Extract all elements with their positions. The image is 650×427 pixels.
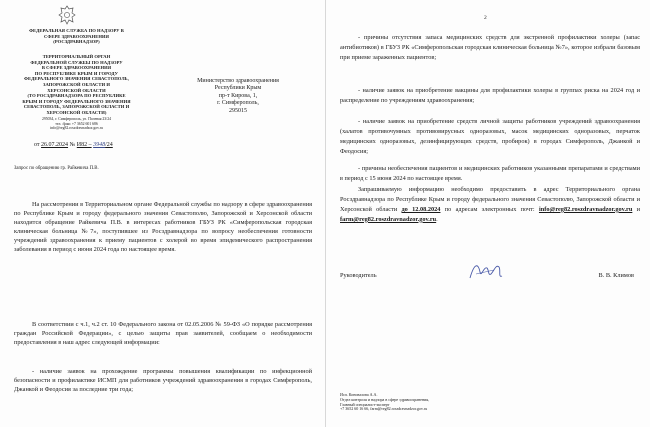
- handwritten-signature: [466, 258, 506, 284]
- bullet-shortage: - причины необеспечения пациентов и медицинских работников указанными препаратами и средствами в период с 15 июня 2024 по настоящее время.: [340, 165, 640, 182]
- addressee-line: Министерство здравоохранения: [197, 78, 279, 84]
- body-paragraph-1: На рассмотрении в Территориальном органе Федеральной службы по надзору в сфере здравоохранения по Республике Крым и городу федерального значения Севастополю, Запорожской и Херсонской области находится обращение Райкевича П.В. в интересах работников ГБУЗ РК «Симферопольская городская клиническая больница №7», поступившее из Росздравнадзора по вопросу необеспечения готовности учреждений здравоохранения к приему пациентов с холерой во время эпидемического распространения заболевания в период с июня 2024 года по настоящее время.: [14, 201, 312, 254]
- sender-address: [14, 117, 139, 131]
- addressee-line: пр-т Кирова, 1,: [218, 92, 258, 99]
- executor-name: Исп. Коновалова А.А.: [340, 392, 378, 397]
- agency-line: ФЕДЕРАЛЬНАЯ СЛУЖБА ПО НАДЗОРУ В: [29, 28, 124, 33]
- territorial-line: (ТО РОСЗДРАВНАДЗОРА ПО РЕСПУБЛИКЕ: [27, 93, 126, 99]
- page-number: 2: [484, 15, 487, 21]
- agency-line: (РОСЗДРАВНАДЗОР): [53, 39, 100, 45]
- request-paragraph: [340, 185, 640, 225]
- addressee-line: 295015: [229, 107, 247, 114]
- bullet-vaccine: - наличие заявок на приобретение вакцины для профилактики холеры в группах риска на 2024 год и распределение по учреждениям здравоохранения;: [340, 87, 640, 104]
- territorial-line: ХЕРСОНСКОЙ ОБЛАСТИ): [46, 109, 107, 115]
- territorial-line: ФЕДЕРАЛЬНОЙ СЛУЖБЫ ПО НАДЗОРУ: [30, 59, 123, 65]
- letter-number-handwritten: 3948: [93, 142, 106, 148]
- signatory-name: В. В. Климов: [598, 272, 634, 279]
- territorial-line: ЗАПОРОЖСКОЙ ОБЛАСТИ И: [42, 81, 110, 87]
- territorial-line: ХЕРСОНСКОЙ ОБЛАСТИ: [47, 87, 106, 93]
- executor-department: Отдел контроля и надзора в сфере здравоохранения,: [340, 396, 430, 402]
- addressee-line: Республики Крым: [214, 85, 262, 92]
- bullet-protection: - наличие заявок на приобретение средств личной защиты работников учреждений здравоохранения (халатов противочумных противовирусных одноразовых, масок медицинских одноразовых, перчаток медицинских одноразовых, дезинфицирующих средств, пробирок) в городах Симферополь, Джанкой и Феодосия;: [340, 118, 640, 155]
- territorial-line: ФЕДЕРАЛЬНОГО ЗНАЧЕНИЯ СЕВАСТОПОЛЬ,: [24, 76, 129, 82]
- request-text-end: .: [436, 215, 438, 223]
- sender-phone: тел. /факс +7 3652 601 686: [55, 121, 98, 126]
- letter-number: И82 –: [76, 142, 92, 148]
- reference-line: [34, 142, 113, 149]
- agency-line: СФЕРЕ ЗДРАВООХРАНЕНИЯ: [43, 33, 110, 39]
- territorial-line: СЕВАСТОПОЛЬ, ЗАПОРОЖСКОЙ ОБЛАСТИ И: [23, 104, 130, 110]
- territorial-line: КРЫМ И ГОРОДУ ФЕДЕРАЛЬНОГО ЗНАЧЕНИЯ: [22, 98, 131, 104]
- number-prefix: №: [69, 142, 76, 148]
- letter-date: 26.07.2024: [41, 142, 69, 148]
- letter-page-2: [326, 0, 650, 427]
- executor-position: Главный специалист-эксперт: [340, 401, 390, 407]
- territorial-line: В СФЕРЕ ЗДРАВООХРАНЕНИЯ: [41, 65, 112, 71]
- email-info-link[interactable]: info@reg82.roszdravnadzor.gov.ru: [538, 205, 633, 213]
- signatory-title: Руководитель: [340, 272, 377, 279]
- date-prefix: от: [34, 142, 40, 148]
- territorial-line: ПО РЕСПУБЛИКЕ КРЫМ И ГОРОДУ: [34, 70, 119, 76]
- territorial-body-name: [14, 54, 139, 116]
- request-text-middle: по адресам электронных почт:: [440, 205, 539, 213]
- executor-block: [340, 393, 429, 412]
- request-deadline: до 12.08.2024: [401, 205, 441, 213]
- addressee-line: г. Симферополь,: [217, 100, 259, 107]
- request-text: Запрашиваемую информацию необходимо предоставить в адрес Территориального органа Росздравнадзора по Республике Крым и городу федерального значения Севастополю, Запорожской области и Херсонской области: [340, 186, 640, 213]
- territorial-line: ТЕРРИТОРИАЛЬНЫЙ ОРГАН: [42, 54, 111, 59]
- agency-name: [14, 28, 139, 45]
- coat-of-arms-emblem: [58, 5, 76, 25]
- request-text-and: и: [632, 205, 641, 213]
- addressee-block: [188, 78, 288, 115]
- executor-contacts: +7 3652 60 16 66, farm@reg82.roszdravnadzor.gov.ru: [340, 406, 428, 412]
- sender-address-line: 295034, г. Симферополь, ул. Полевая 23/24: [41, 117, 112, 121]
- body-paragraph-3: - наличие заявок на прохождение программы повышения квалификации по инфекционной безопасности и профилактике ИСМП для работников учреждений здравоохранения в городах Симферополь, Джанкой и Феодосия за последние три года;: [14, 368, 312, 394]
- body-paragraph-2: В соответствии с ч.1, ч.2 ст. 10 Федерального закона от 02.05.2006 № 59-ФЗ «О порядке рассмотрения граждан Российской Федерации», с целью защиты прав заявителей, сообщаем о необходимости предоставления в наш адрес следующей информации:: [14, 321, 312, 347]
- letter-subject: Запрос по обращению гр. Райкевича П.В.: [14, 166, 99, 171]
- sender-email: info@reg82.roszdravnadzor.gov.ru: [50, 126, 103, 131]
- bullet-antibiotics: - причины отсутствия запаса медицинских средств для экстренной профилактики холеры (запас антибиотиков) в ГБУЗ РК «Симферопольская городская клиническая больница №7», которое избрали базовым при приеме зараженных пациентов;: [340, 34, 640, 61]
- email-farm-link[interactable]: farm@reg82.roszdravnadzor.gov.ru: [340, 215, 437, 223]
- letter-number-suffix: /24: [105, 142, 113, 148]
